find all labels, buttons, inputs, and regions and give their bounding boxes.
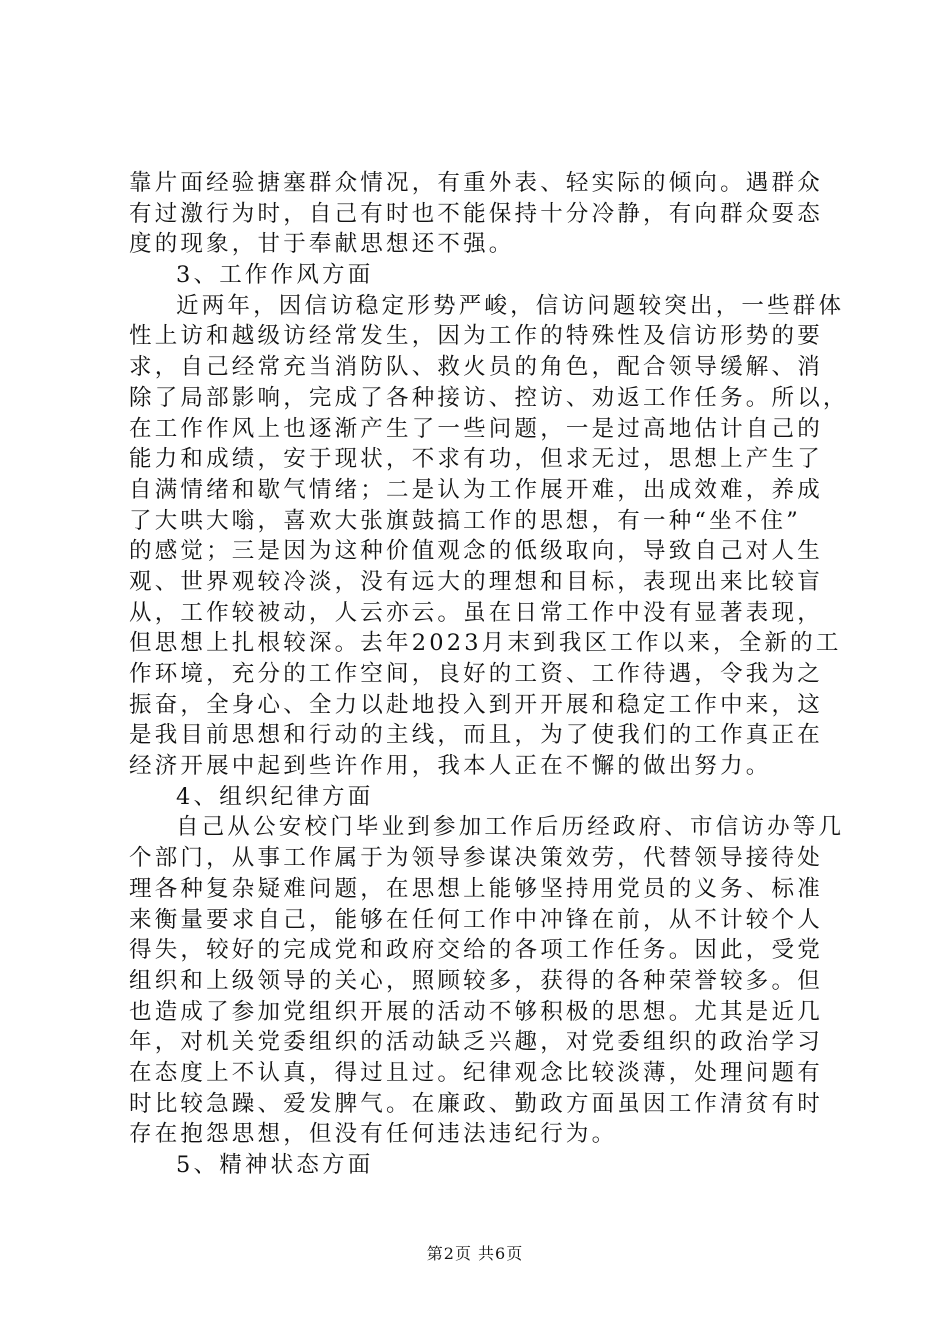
paragraph-line: 时比较急躁、爱发脾气。在廉政、勤政方面虽因工作清贫有时 [129, 1090, 823, 1117]
document-body [129, 168, 849, 1181]
paragraph-line: 组织和上级领导的关心，照顾较多，获得的各种荣誉较多。但 [129, 967, 823, 994]
paragraph-line: 靠片面经验搪塞群众情况，有重外表、轻实际的倾向。遇群众 [129, 170, 823, 196]
paragraph-line: 在工作作风上也逐渐产生了一些问题，一是过高地估计自己的 [129, 415, 823, 442]
paragraph-line: 也造成了参加党组织开展的活动不够积极的思想。尤其是近几 [129, 998, 823, 1025]
paragraph-line: 有过激行为时，自己有时也不能保持十分冷静，有向群众耍态 [129, 200, 823, 227]
paragraph-line: 但思想上扎根较深。去年2023月末到我区工作以来，全新的工 [129, 630, 842, 657]
paragraph-line: 得失，较好的完成党和政府交给的各项工作任务。因此，受党 [129, 937, 823, 964]
page-number-footer: 第2页 共6页 [426, 1244, 524, 1263]
paragraph-line: 经济开展中起到些许作用，我本人正在不懈的做出努力。 [129, 753, 772, 780]
paragraph-line: 观、世界观较冷淡，没有远大的理想和目标，表现出来比较盲 [129, 568, 823, 595]
paragraph-line: 作环境，充分的工作空间，良好的工资、工作待遇，令我为之 [129, 661, 823, 687]
paragraph-line: 从，工作较被动，人云亦云。虽在日常工作中没有显著表现， [129, 599, 823, 626]
paragraph-line: 的感觉；三是因为这种价值观念的低级取向，导致自己对人生 [129, 538, 823, 565]
paragraph-line: 度的现象，甘于奉献思想还不强。 [129, 231, 515, 258]
section-heading-discipline: 4、组织纪律方面 [176, 783, 374, 810]
paragraph-line: 个部门，从事工作属于为领导参谋决策效劳，代替领导接待处 [129, 845, 823, 872]
paragraph-line: 年，对机关党委组织的活动缺乏兴趣，对党委组织的政治学习 [129, 1029, 823, 1056]
paragraph-line: 存在抱怨思想，但没有任何违法违纪行为。 [129, 1121, 618, 1148]
paragraph-line: 来衡量要求自己，能够在任何工作中冲锋在前，从不计较个人 [129, 906, 823, 933]
paragraph-line: 能力和成绩，安于现状，不求有功，但求无过，思想上产生了 [129, 446, 823, 473]
paragraph-line: 了大哄大嗡，喜欢大张旗鼓搞工作的思想，有一种“坐不住” [129, 507, 801, 534]
paragraph-line: 在态度上不认真，得过且过。纪律观念比较淡薄，处理问题有 [129, 1059, 823, 1086]
paragraph-line: 理各种复杂疑难问题，在思想上能够坚持用党员的义务、标准 [129, 875, 823, 902]
paragraph-line: 近两年，因信访稳定形势严峻，信访问题较突出，一些群体 [176, 292, 845, 319]
paragraph-line: 是我目前思想和行动的主线，而且，为了使我们的工作真正在 [129, 722, 823, 749]
paragraph-line: 求，自己经常充当消防队、救火员的角色，配合领导缓解、消 [129, 354, 823, 381]
paragraph-line: 除了局部影响，完成了各种接访、控访、劝返工作任务。所以， [129, 384, 849, 411]
paragraph-line: 性上访和越级访经常发生，因为工作的特殊性及信访形势的要 [129, 323, 823, 350]
paragraph-line: 自己从公安校门毕业到参加工作后历经政府、市信访办等几 [176, 814, 845, 841]
paragraph-line: 自满情绪和歇气情绪；二是认为工作展开难，出成效难，养成 [129, 476, 823, 503]
section-heading-work-style: 3、工作作风方面 [176, 262, 374, 289]
paragraph-line: 振奋，全身心、全力以赴地投入到开开展和稳定工作中来，这 [129, 691, 823, 718]
section-heading-spirit: 5、精神状态方面 [176, 1152, 374, 1178]
